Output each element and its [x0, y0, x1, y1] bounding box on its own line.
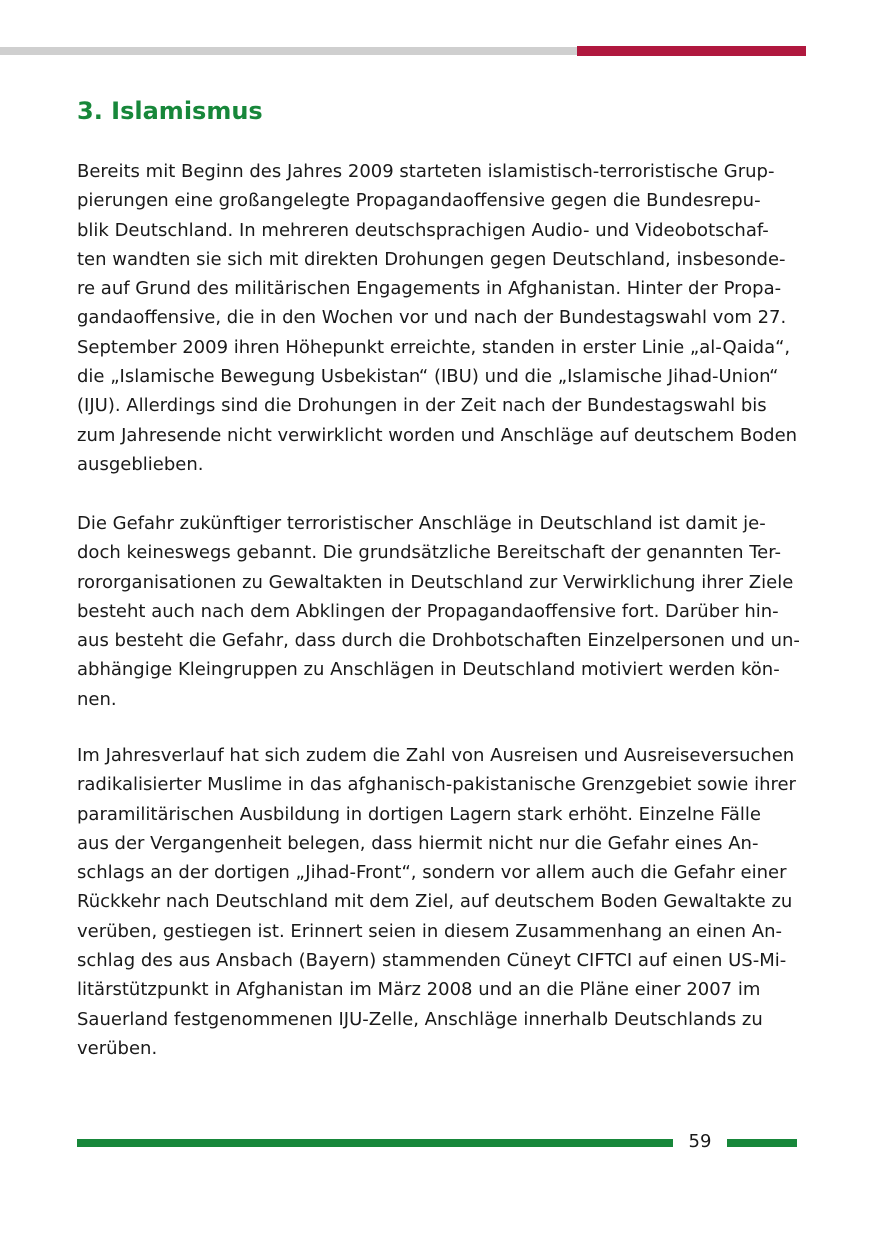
text-line: Im Jahresverlauf hat sich zudem die Zahl von Ausreisen und Ausreiseversuchen	[77, 745, 795, 766]
text-line: paramilitärischen Ausbildung in dortigen Lagern stark erhöht. Einzelne Fälle	[77, 803, 761, 825]
text-line: re auf Grund des militärischen Engagements in Afghanistan. Hinter der Propa-	[77, 278, 782, 300]
text-line: Bereits mit Beginn des Jahres 2009 starteten islamistisch-terroristische Grup-	[77, 161, 775, 182]
text-line: aus der Vergangenheit belegen, dass hiermit nicht nur die Gefahr eines An-	[77, 832, 759, 854]
text-line: Die Gefahr zukünftiger terroristischer Anschläge in Deutschland ist damit je-	[77, 513, 766, 534]
paragraph-3	[77, 741, 796, 1063]
text-line: die „Islamische Bewegung Usbekistan“ (IBU) und die „Islamische Jihad-Union“	[77, 366, 779, 388]
paragraph-2	[77, 509, 800, 714]
text-line: litärstützpunkt in Afghanistan im März 2008 und an die Pläne einer 2007 im	[77, 979, 761, 1001]
text-line: gandaoffensive, die in den Wochen vor und nach der Bundestagswahl vom 27.	[77, 307, 787, 329]
text-line: blik Deutschland. In mehreren deutschsprachigen Audio- und Videobotschaf-	[77, 219, 769, 241]
text-line: Sauerland festgenommenen IJU-Zelle, Anschläge innerhalb Deutschlands zu	[77, 1008, 763, 1030]
text-line: radikalisierter Muslime in das afghanisch-pakistanische Grenzgebiet sowie ihrer	[77, 774, 796, 796]
header-rule-grey	[0, 47, 577, 55]
header-rule-accent	[577, 46, 806, 56]
text-line: pierungen eine großangelegte Propagandaoffensive gegen die Bundesrepu-	[77, 190, 761, 212]
text-line: Rückkehr nach Deutschland mit dem Ziel, auf deutschem Boden Gewaltakte zu	[77, 891, 793, 913]
text-line: aus besteht die Gefahr, dass durch die Drohbotschaften Einzelpersonen und un-	[77, 630, 800, 652]
text-line: (IJU). Allerdings sind die Drohungen in der Zeit nach der Bundestagswahl bis	[77, 395, 767, 417]
text-line: doch keineswegs gebannt. Die grundsätzliche Bereitschaft der genannten Ter-	[77, 542, 781, 564]
page-number: 59	[688, 1131, 712, 1152]
text-line: schlag des aus Ansbach (Bayern) stammenden Cüneyt CIFTCI auf einen US-Mi-	[77, 950, 787, 972]
section-heading: 3. Islamismus	[77, 97, 263, 125]
text-line: ten wandten sie sich mit direkten Drohungen gegen Deutschland, insbesonde-	[77, 248, 786, 270]
footer-rule-right	[727, 1139, 797, 1147]
text-line: verüben.	[77, 1037, 158, 1059]
text-line: abhängige Kleingruppen zu Anschlägen in Deutschland motiviert werden kön-	[77, 659, 780, 681]
text-line: verüben, gestiegen ist. Erinnert seien in diesem Zusammenhang an einen An-	[77, 920, 783, 942]
text-line: zum Jahresende nicht verwirklicht worden und Anschläge auf deutschem Boden	[77, 424, 798, 446]
text-line: schlags an der dortigen „Jihad-Front“, sondern vor allem auch die Gefahr einer	[77, 862, 787, 884]
text-line: besteht auch nach dem Abklingen der Propagandaoffensive fort. Darüber hin-	[77, 600, 779, 622]
paragraph-1	[77, 157, 797, 479]
text-line: rororganisationen zu Gewaltakten in Deutschland zur Verwirklichung ihrer Ziele	[77, 571, 794, 593]
text-line: September 2009 ihren Höhepunkt erreichte, standen in erster Linie „al-Qaida“,	[77, 336, 791, 358]
text-line: nen.	[77, 688, 117, 710]
footer-rule-left	[77, 1139, 673, 1147]
text-line: ausgeblieben.	[77, 453, 204, 475]
